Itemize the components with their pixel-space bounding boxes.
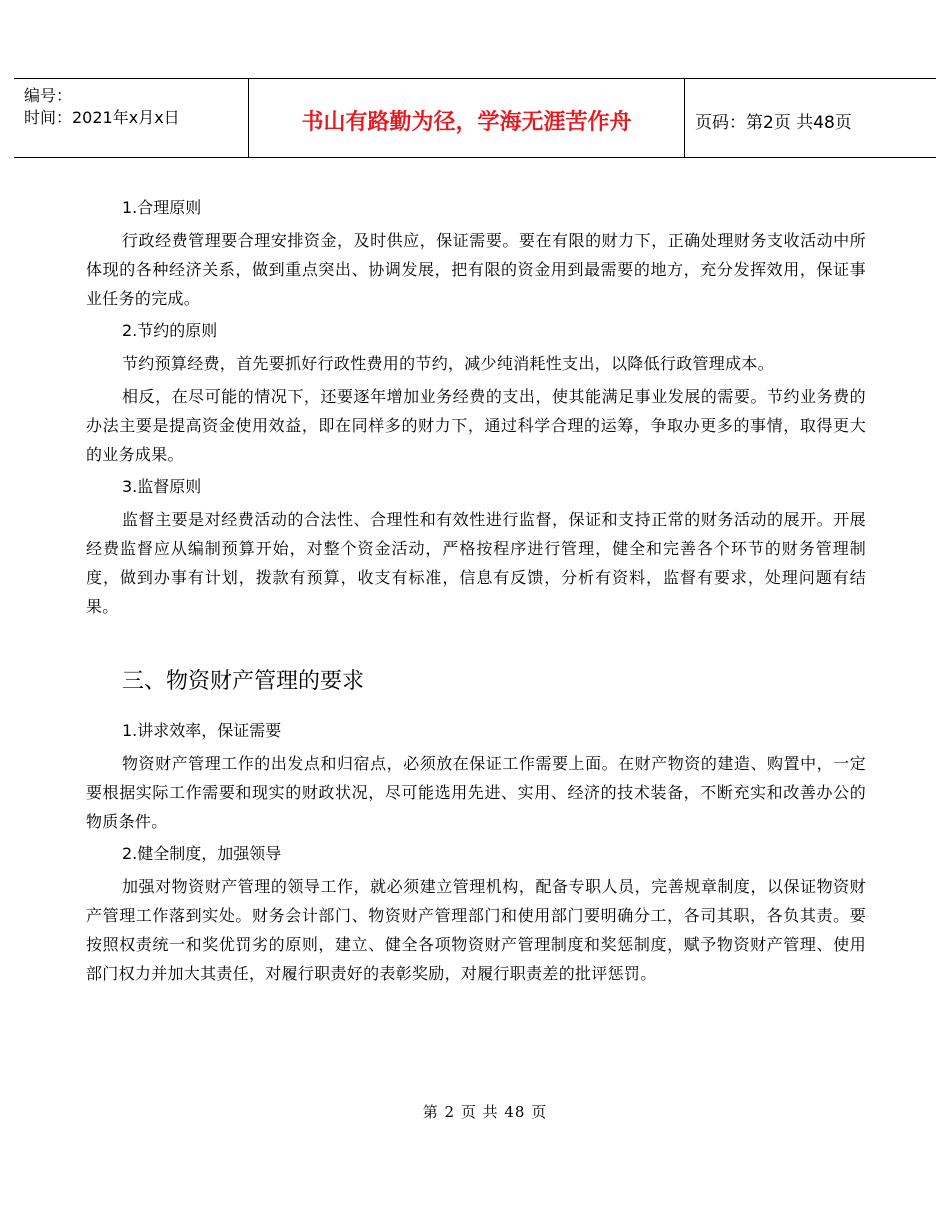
subheading: 2.节约的原则 bbox=[122, 321, 218, 340]
header-motto: 书山有路勤为径，学海无涯苦作舟 bbox=[249, 79, 685, 157]
subheading: 1.讲求效率，保证需要 bbox=[122, 721, 282, 740]
paragraph: 加强对物资财产管理的领导工作，就必须建立管理机构，配备专职人员，完善规章制度，以保证物资财产管理工作落到实处。财务会计部门、物资财产管理部门和使用部门要明确分工，各司其职，各负其责。要按照权责统一和奖优罚劣的原则，建立、健全各项物资财产管理制度和奖惩制度，赋予物资财产管理、使用部门权力并加大其责任，对履行职责好的表彰奖励，对履行职责差的批评惩罚。 bbox=[86, 877, 866, 983]
header-number-label: 编号： bbox=[24, 86, 73, 105]
subheading: 2.健全制度，加强领导 bbox=[122, 844, 282, 863]
paragraph: 行政经费管理要合理安排资金，及时供应，保证需要。要在有限的财力下，正确处理财务支收活动中所体现的各种经济关系，做到重点突出、协调发展，把有限的资金用到最需要的地方，充分发挥效用，保证事业任务的完成。 bbox=[86, 231, 866, 308]
header-page-label: 页码：第2页 共48页 bbox=[695, 112, 852, 133]
header-date-label: 时间：2021年x月x日 bbox=[24, 108, 180, 127]
paragraph: 节约预算经费，首先要抓好行政性费用的节约，减少纯消耗性支出，以降低行政管理成本。 bbox=[122, 354, 775, 373]
paragraph: 相反，在尽可能的情况下，还要逐年增加业务经费的支出，使其能满足事业发展的需要。节约业务费的办法主要是提高资金使用效益，即在同样多的财力下，通过科学合理的运筹，争取办更多的事情，取得更大的业务成果。 bbox=[86, 387, 866, 464]
page-footer: 第 2 页 共 48 页 bbox=[422, 1103, 548, 1121]
paragraph: 监督主要是对经费活动的合法性、合理性和有效性进行监督，保证和支持正常的财务活动的展开。开展经费监督应从编制预算开始，对整个资金活动，严格按程序进行管理，健全和完善各个环节的财务管理制度，做到办事有计划，拨款有预算，收支有标准，信息有反馈，分析有资料，监督有要求，处理问题有结果。 bbox=[86, 510, 866, 616]
header-meta-cell bbox=[14, 79, 249, 157]
section-heading: 三、物资财产管理的要求 bbox=[122, 669, 365, 694]
subheading: 3.监督原则 bbox=[122, 477, 202, 496]
paragraph: 物资财产管理工作的出发点和归宿点，必须放在保证工作需要上面。在财产物资的建造、购置中，一定要根据实际工作需要和现实的财政状况，尽可能选用先进、实用、经济的技术装备，不断充实和改善办公的物质条件。 bbox=[86, 754, 866, 831]
document-body bbox=[86, 194, 866, 992]
subheading: 1.合理原则 bbox=[122, 198, 202, 217]
document-header bbox=[14, 78, 936, 158]
